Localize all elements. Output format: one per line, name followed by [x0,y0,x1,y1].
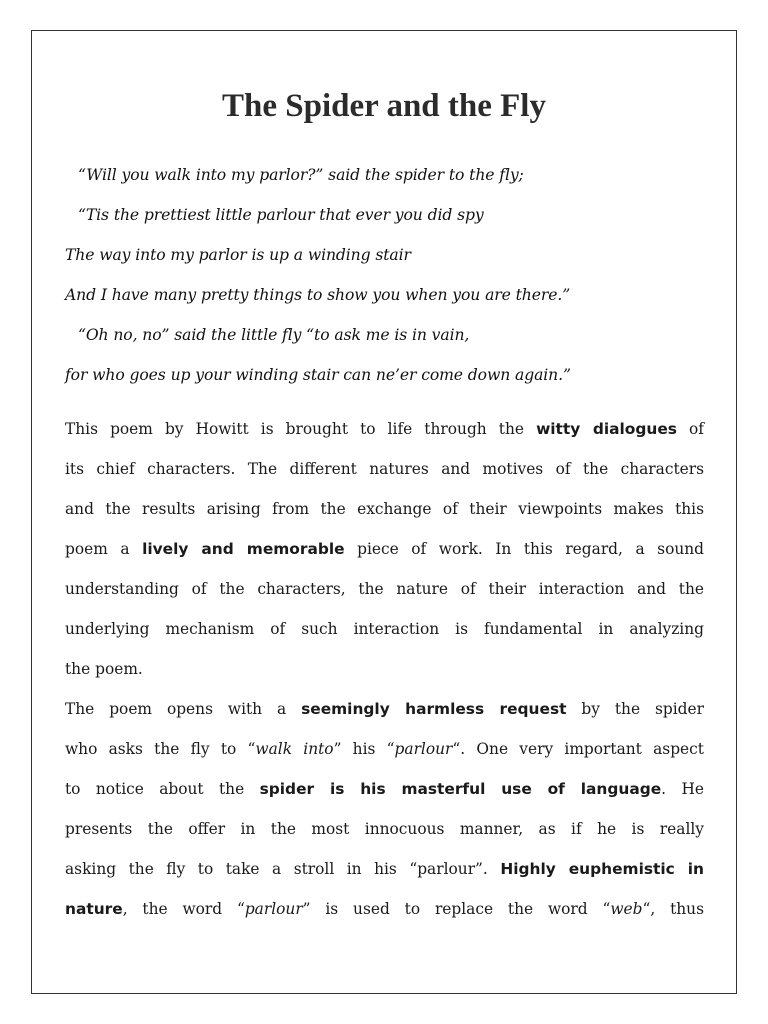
text-span: , the word “ [122,900,245,918]
text-span: of [689,420,704,438]
text-span: asking the fly to take a stroll in his “parlour”. [65,860,488,878]
poem-line: The way into my parlor is up a winding stair [65,246,411,264]
text-span: piece of work. In this regard, a sound [357,540,705,558]
text-span: who asks the fly to “ [65,740,256,758]
text-line [65,778,704,800]
text-line [65,418,704,440]
bold-text: witty dialogues [536,420,677,438]
text-span: This poem by Howitt is brought to life through the [65,420,524,438]
text-span: The poem opens with a [65,700,287,718]
text-line [65,698,704,720]
text-line: its chief characters. The different natures and motives of the characters [65,460,704,478]
text-line: underlying mechanism of such interaction is fundamental in analyzing [65,620,704,638]
text-line: and the results arising from the exchange of their viewpoints makes this [65,500,704,518]
italic-text: parlour [394,740,453,758]
poem-line: for who goes up your winding stair can ne’er come down again.” [65,366,571,384]
text-span: ” is used to replace the word “ [302,900,611,918]
bold-text: seemingly harmless request [301,700,567,718]
text-line [65,858,704,880]
bold-text: Highly euphemistic in [500,860,704,878]
document-title: The Spider and the Fly [222,88,546,124]
text-span: “. One very important aspect [452,740,704,758]
text-line: the poem. [65,660,143,678]
text-span: to notice about the [65,780,245,798]
text-span: ” his “ [333,740,395,758]
text-span: by the spider [581,700,704,718]
text-span: . He [661,780,704,798]
italic-text: parlour [244,900,303,918]
italic-text: walk into [255,740,334,758]
text-line [65,898,704,920]
poem-line: And I have many pretty things to show you when you are there.” [65,286,571,304]
poem-line: “Oh no, no” said the little fly “to ask me is in vain, [78,326,470,344]
text-line: presents the offer in the most innocuous manner, as if he is really [65,820,704,838]
text-span: poem a [65,540,130,558]
italic-text: web [610,900,643,918]
bold-text: spider is his masterful use of language [259,780,662,798]
bold-text: nature [65,900,123,918]
poem-line: “Tis the prettiest little parlour that ever you did spy [78,206,484,224]
poem-line: “Will you walk into my parlor?” said the spider to the fly; [78,166,524,184]
text-line [65,738,704,760]
text-span: “, thus [642,900,704,918]
text-line [65,538,704,560]
bold-text: lively and memorable [142,540,345,558]
text-line: understanding of the characters, the nature of their interaction and the [65,580,704,598]
